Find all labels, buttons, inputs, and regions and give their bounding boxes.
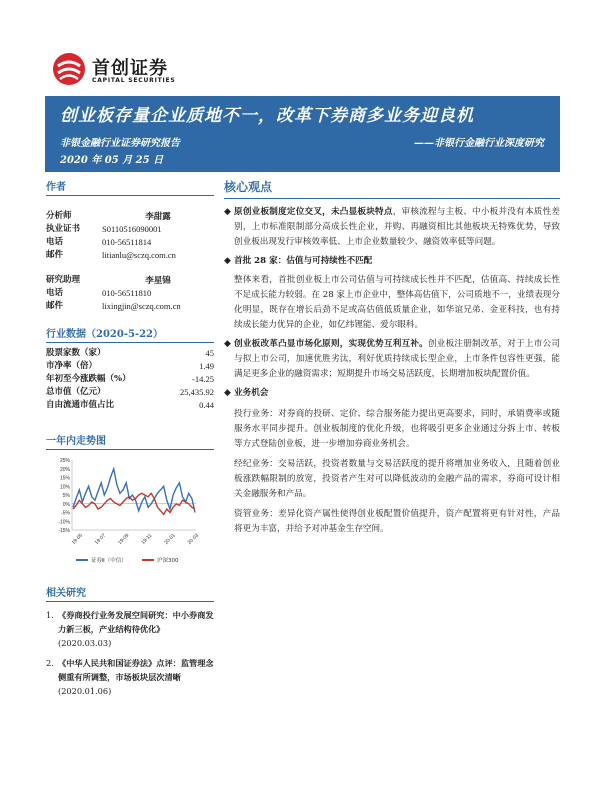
industry-data-heading: 行业数据（2020-5-22） [46,325,214,343]
bullet-icon: ◆ [224,339,231,349]
y-tick-label: 5% [62,493,70,499]
point-3-text: 创业板注册制改革，对于上市公司与拟上市公司，加速优胜劣汰，利好优质持续成长型企业，上市条件包容性更强，能满足更多企业的融资需求；短期提升市场交易活跃度，长期增加板块配置价值。 [234,339,560,379]
company-logo [52,50,204,90]
bullet-icon: ◆ [224,207,231,217]
asset-management-text: 资管业务：差异化资产属性使得创业板配置价值提升，资产配置将更有针对性，产品将更为丰富，并给予对冲基金生存空间。 [234,509,560,534]
point-1-title: 原创业板制度定位交叉，未凸显板块特点 [234,207,393,217]
related-title[interactable]: 《券商投行业务发展空间研究：中小券商发力新三板，产业结构待优化》 [58,610,214,634]
trend-heading: 一年内走势图 [46,432,214,450]
row-label: 电话 [46,237,64,247]
row-value: 45 [205,348,214,358]
related-date: (2020.01.06) [58,686,112,696]
y-tick-label: -5% [61,510,70,517]
trend-chart [46,456,214,572]
report-title: 创业板存量企业质地不一，改革下券商多业务迎良机 [60,106,474,126]
data-row [46,386,214,399]
core-heading: 核心观点 [224,178,560,199]
list-item [46,656,214,698]
y-tick-label: 10% [59,484,70,491]
list-number: 1. [46,610,54,620]
sidebar [46,178,214,704]
row-label: 执业证书 [46,224,81,234]
row-value: -14.25 [192,374,214,384]
logo-name: 首创证券 [92,58,168,79]
row-label: 股票家数（家） [46,348,106,358]
data-row [46,399,214,412]
row-label: 自由流通市值占比 [46,400,115,410]
x-tick-label: 20-03 [186,532,200,546]
series-line [73,469,195,513]
logo-mark-icon [52,52,86,86]
row-value: litianlu@sczq.com.cn [102,250,176,260]
data-row [46,300,214,313]
assistant-name: 李星锦 [145,275,171,285]
point-2-title: 首批 28 家：估值与可持续性不匹配 [234,256,373,266]
x-tick-label: 19-05 [70,532,84,546]
row-label: 邮件 [46,250,64,260]
related-list [46,608,214,698]
legend-label: 沪深300 [157,558,179,564]
analyst-contact [46,223,214,262]
row-value: 010-56511810 [102,288,152,298]
data-row [46,373,214,386]
analyst-name: 李甜露 [145,211,171,221]
assistant-row [46,274,214,287]
y-tick-label: 25% [59,458,70,464]
y-tick-label: 15% [59,475,70,482]
data-row [46,249,214,262]
data-row [46,347,214,360]
row-label: 邮件 [46,301,64,311]
point-2-text: 整体来看，首批创业板上市公司估值与可持续成长性并不匹配，估值高、持续成长性不足成长能力较弱。在 28 家上市企业中，整体高估值下，公司质地不一，业绩表现分化明显，既存在增长后劲不足或高估值低质量企业，如华谊兄弟、金亚科技，也有持续成长能力优异的企业，如亿纬锂能、爱尔眼科。 [234,275,560,330]
industry-data-table [46,347,214,412]
row-value: lixingjin@sczq.com.cn [102,301,181,311]
data-row [46,236,214,249]
list-item [46,608,214,650]
list-number: 2. [46,658,54,668]
row-value: 0.44 [199,400,214,410]
point-1-text: ，审核流程与主板、中小板并没有本质性差别，上市标准限制部分高成长性企业，并购、再融资相比其他板块无特殊优势，导致创业板出现发行审核效率低、上市企业数量较少、融资效率低等问题。 [234,207,560,247]
point-4 [224,386,560,401]
investment-banking-text: 投行业务：对券商的投研、定价、综合服务能力提出更高要求，同时，承销费率或随服务水平同步提升。创业板制度的优化升级，也将吸引更多企业通过分拆上市、转板等方式登陆创业板，进一步增加券商业务机会。 [234,409,560,449]
row-label: 电话 [46,288,64,298]
brokerage-text: 经纪业务：交易活跃，投资者数量与交易活跃度的提升将增加业务收入，且随着创业板涨跌幅限制的放宽，投资者产生对可以降低波动的金融产品的需求，券商可设计相关金融服务和产品。 [234,459,560,499]
y-tick-label: -15% [58,528,70,534]
point-2 [224,254,560,269]
row-label: 年初至今涨跌幅（%） [46,374,131,384]
row-value: S0110516090001 [102,224,162,234]
data-row [46,360,214,373]
trend-chart-svg [46,456,214,568]
bullet-icon: ◆ [224,388,231,398]
point-3-title: 创业板改革凸显市场化原则，实现优势互利互补。 [234,339,428,349]
report-date: 2020 年 05 月 25 日 [60,155,164,166]
row-value: 1.49 [199,361,214,371]
legend-label: 证券Ⅱ（中信） [91,558,127,564]
point-3 [224,337,560,382]
assistant-label: 研究助理 [46,275,81,285]
bullet-icon: ◆ [224,256,231,266]
point-4-title: 业务机会 [234,388,269,398]
y-tick-label: 20% [59,466,70,473]
row-label: 总市值（亿元） [46,387,106,397]
data-row [46,287,214,300]
row-value: 010-56511814 [102,237,152,247]
author-heading: 作者 [46,178,214,196]
row-label: 市净率（倍） [46,361,98,371]
x-tick-label: 19-09 [117,532,131,546]
x-tick-label: 19-11 [140,532,154,546]
assistant-contact [46,287,214,313]
related-heading: 相关研究 [46,584,214,602]
row-value: 25,435.92 [180,387,214,397]
analyst-label: 分析师 [46,211,72,221]
x-tick-label: 20-01 [163,532,177,546]
y-tick-label: -10% [58,519,70,526]
y-tick-label: 0% [62,501,70,508]
report-subtitle: ——非银行金融行业深度研究 [414,138,544,149]
analyst-row [46,210,214,223]
point-1 [224,205,560,250]
x-tick-label: 19-07 [93,532,108,546]
report-category: 非银金融行业证券研究报告 [60,138,180,149]
logo-english-name: CAPITAL SECURITIES [92,77,176,84]
data-row [46,223,214,236]
related-date: (2020.03.03) [58,638,112,648]
core-viewpoints [224,178,560,537]
related-title[interactable]: 《中华人民共和国证券法》点评：监管理念侧重有所调整，市场板块层次清晰 [58,658,214,682]
